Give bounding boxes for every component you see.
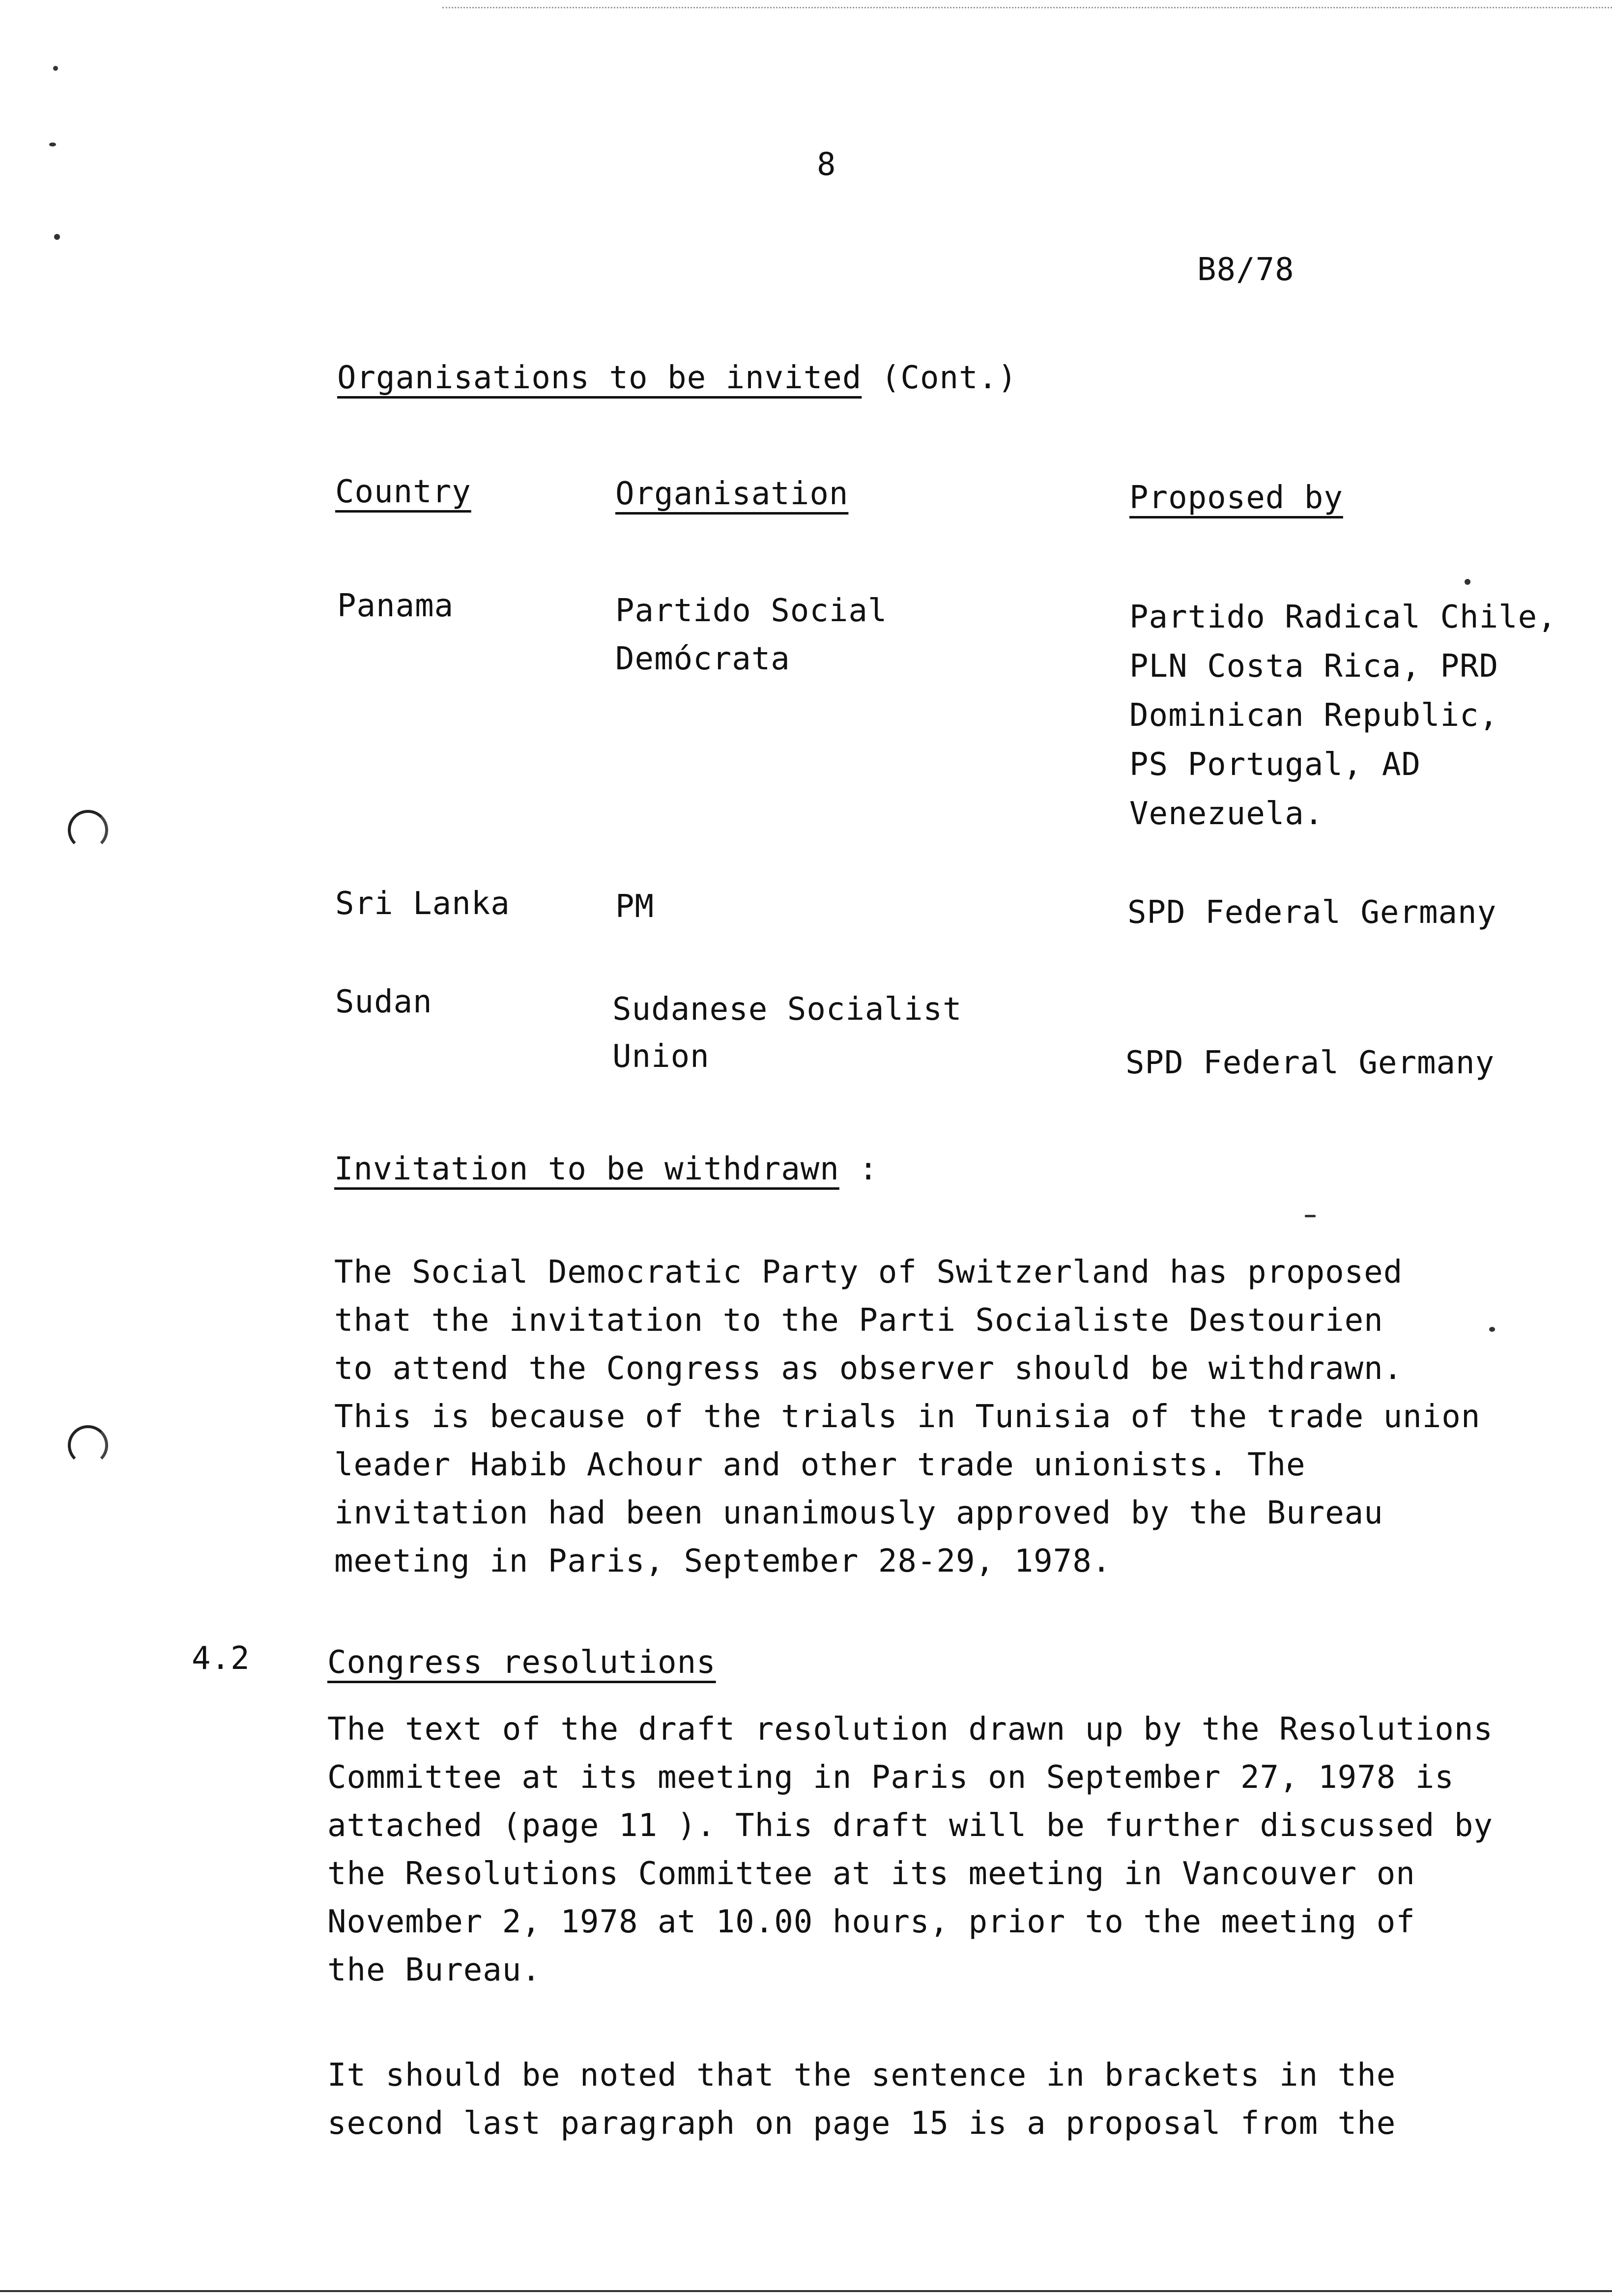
table-cell-line: Demócrata xyxy=(615,641,790,677)
resolutions-heading: Congress resolutions xyxy=(327,1644,716,1681)
paragraph-line: November 2, 1978 at 10.00 hours, prior to the meeting of xyxy=(327,1904,1415,1940)
section-number: 4.2 xyxy=(192,1640,250,1677)
paragraph-line: that the invitation to the Parti Socialiste Destourien xyxy=(334,1302,1383,1339)
section-heading-suffix: (Cont.) xyxy=(881,360,1017,396)
table-row-organisation xyxy=(615,587,887,683)
scan-speck xyxy=(49,143,56,146)
paragraph-line: leader Habib Achour and other trade unionists. The xyxy=(334,1447,1306,1483)
column-header-organisation: Organisation xyxy=(615,476,849,512)
paragraph-line: second last paragraph on page 15 is a proposal from the xyxy=(327,2105,1396,2142)
scan-speck xyxy=(53,66,58,71)
paragraph-line: attached (page 11 ). This draft will be further discussed by xyxy=(327,1808,1493,1844)
table-cell-line: Dominican Republic, xyxy=(1129,697,1499,734)
table-row-country: Sudan xyxy=(335,984,432,1020)
table-cell-line: SPD Federal Germany xyxy=(1127,894,1497,931)
table-cell-line: Venezuela. xyxy=(1129,796,1324,832)
withdrawn-heading-suffix: : xyxy=(859,1151,878,1187)
resolutions-paragraph xyxy=(327,1705,1493,1994)
page-number: 8 xyxy=(817,146,836,183)
column-header-proposed-by: Proposed by xyxy=(1129,480,1343,516)
section-heading-title: Organisations to be invited xyxy=(337,360,862,396)
paragraph-line: It should be noted that the sentence in brackets in the xyxy=(327,2057,1396,2094)
table-row-country: Panama xyxy=(337,588,454,624)
punch-hole-lower xyxy=(68,1425,108,1465)
table-cell-line: Sudanese Socialist xyxy=(612,991,962,1028)
punch-hole-upper xyxy=(68,810,108,850)
table-cell-line: PS Portugal, AD xyxy=(1129,746,1421,783)
withdrawn-heading-title: Invitation to be withdrawn xyxy=(334,1151,839,1187)
document-reference: B8/78 xyxy=(1197,252,1295,288)
scan-speck xyxy=(1305,1215,1316,1217)
table-cell-line: Union xyxy=(612,1038,710,1075)
paragraph-line: to attend the Congress as observer should be withdrawn. xyxy=(334,1350,1403,1387)
section-heading xyxy=(337,354,1017,402)
table-cell-line: PM xyxy=(615,889,655,925)
scan-top-edge xyxy=(442,7,1612,8)
paragraph-line: the Resolutions Committee at its meeting in Vancouver on xyxy=(327,1856,1415,1892)
table-row-proposed-by xyxy=(1125,1039,1495,1087)
scan-speck xyxy=(1489,1327,1495,1332)
paragraph-line: meeting in Paris, September 28-29, 1978. xyxy=(334,1543,1112,1579)
table-row-country: Sri Lanka xyxy=(335,886,510,922)
table-row-organisation xyxy=(612,986,962,1080)
table-row-organisation xyxy=(615,883,654,931)
table-cell-line: PLN Costa Rica, PRD xyxy=(1129,648,1499,685)
paragraph-line: the Bureau. xyxy=(327,1952,541,1988)
column-header-country: Country xyxy=(335,474,471,510)
paragraph-line: The text of the draft resolution drawn up by the Resolutions xyxy=(327,1711,1493,1748)
resolutions-note-paragraph xyxy=(327,2051,1396,2148)
table-cell-line: Partido Radical Chile, xyxy=(1129,599,1557,635)
paragraph-line: The Social Democratic Party of Switzerland has proposed xyxy=(334,1254,1403,1291)
scan-bottom-edge xyxy=(0,2290,1612,2292)
table-cell-line: Partido Social xyxy=(615,593,888,629)
table-cell-line: SPD Federal Germany xyxy=(1125,1045,1495,1081)
table-row-proposed-by xyxy=(1127,889,1497,937)
paragraph-line: invitation had been unanimously approved by the Bureau xyxy=(334,1495,1383,1531)
withdrawn-heading xyxy=(334,1145,878,1193)
withdrawn-paragraph xyxy=(334,1248,1480,1585)
paragraph-line: Committee at its meeting in Paris on September 27, 1978 is xyxy=(327,1759,1454,1796)
scan-speck xyxy=(54,234,60,240)
paragraph-line: This is because of the trials in Tunisia of the trade union xyxy=(334,1399,1481,1435)
scan-speck xyxy=(1465,579,1470,585)
table-row-proposed-by xyxy=(1129,593,1557,838)
